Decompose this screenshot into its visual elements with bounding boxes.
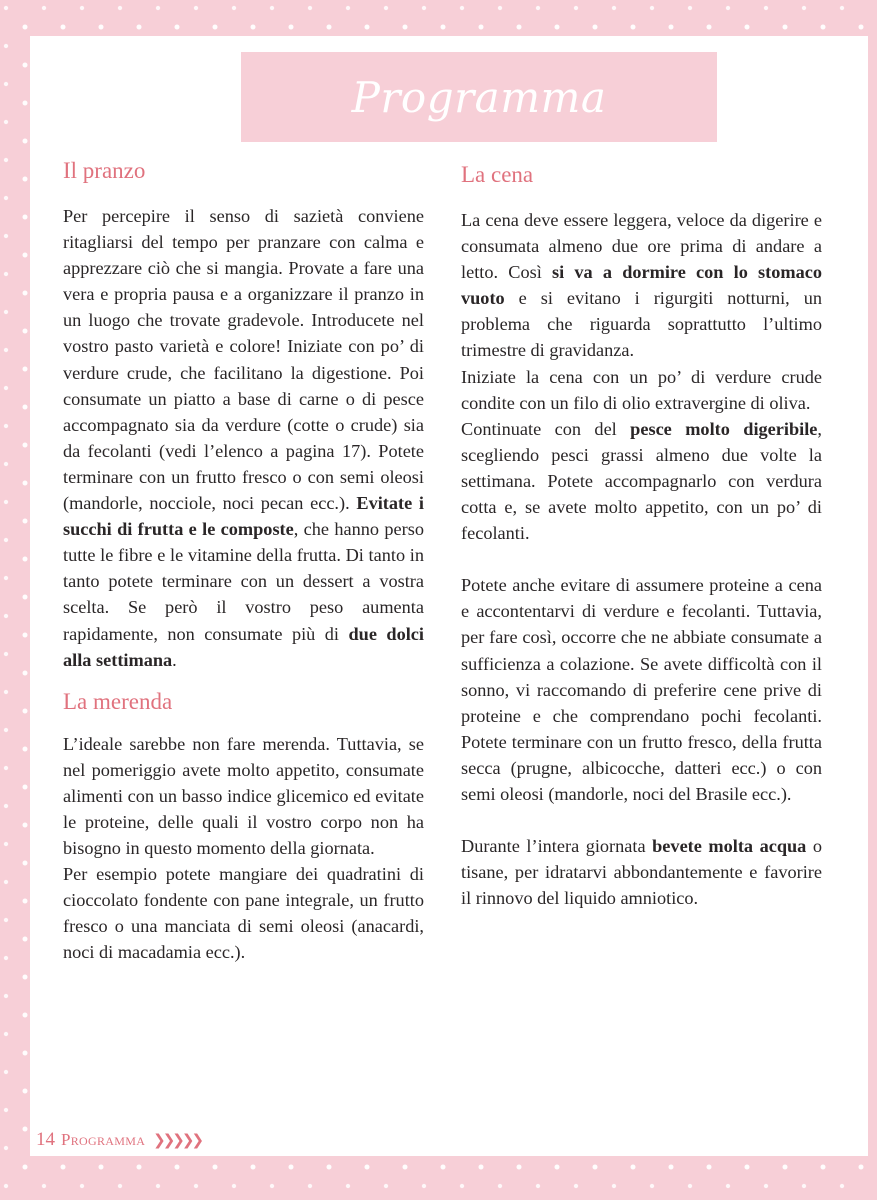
text-run: Durante l’intera giornata xyxy=(461,836,646,857)
text-run: , che hanno perso tutte le fibre e le vitamine della frutta. Di tanto in tanto potete terminare con un dessert a vostra scelta. Se però il vostro peso aumenta rapidamente, non consumate più di xyxy=(63,519,424,644)
text-run: La cena deve essere leggera, veloce da digerire e consumata almeno due ore prima di andare a letto. Così xyxy=(461,210,822,283)
heading-merenda: La merenda xyxy=(63,688,173,714)
text-run: . xyxy=(172,649,177,670)
bold-run: due dolci alla settimana xyxy=(63,623,424,670)
text-run: , scegliendo pesci grassi almeno due volte la settimana. Potete accompagnarlo con verdura cotta e, se avete molto appetito, con un po’ di fecolanti. xyxy=(461,418,822,544)
right-column xyxy=(461,162,822,911)
paragraph-pranzo xyxy=(63,203,424,673)
text-run: Per percepire il senso di sazietà conviene ritagliarsi del tempo per pranzare con calma e apprezzare ciò che si mangia. Provate a fare una vera e propria pausa e a organizzare il pranzo in un luogo che trovate gradevole. Introducete nel vostro pasto varietà e colore! Iniziate con po’ di verdure crude, che facilitano la digestione. Poi consumate un piatto a base di carne o di pesce accompagnato sia da verdure (cotte o crude) sia da fecolanti (vedi l’elenco a pagina 17). Potete terminare con un frutto fresco o con semi oleosi (mandorle, nocciole, noci pecan ecc.). xyxy=(63,206,424,514)
left-column xyxy=(63,158,424,966)
heading-cena: La cena xyxy=(461,162,534,187)
paragraph-cena-5 xyxy=(461,833,822,911)
bold-run: bevete molta acqua xyxy=(652,836,807,857)
text-run: o tisane, per idratarvi abbondantemente e favorire il rinnovo del liquido amniotico. xyxy=(461,836,822,909)
text-run: e si evitano i rigurgiti notturni, un problema che riguarda soprattutto l’ultimo trimestre di gravidanza. xyxy=(461,288,822,361)
paragraph-cena-2: Iniziate la cena con un po’ di verdure crude condite con un filo di olio extravergine di oliva. xyxy=(461,366,822,413)
paragraph-merenda-2: Per esempio potete mangiare dei quadratini di cioccolato fondente con pane integrale, un frutto fresco o una manciata di semi oleosi (anacardi, noci di macadamia ecc.). xyxy=(63,864,424,963)
chevron-right-icon: ❯❯❯❯❯ xyxy=(153,1131,202,1149)
paragraph-merenda-1: L’ideale sarebbe non fare merenda. Tuttavia, se nel pomeriggio avete molto appetito, consumate alimenti con un basso indice glicemico ed evitate le proteine, delle quali il vostro corpo non ha bisogno in questo momento della giornata. xyxy=(63,733,424,859)
bold-run: pesce molto digeribile xyxy=(630,418,818,439)
page-number: 14 xyxy=(36,1129,55,1150)
paragraph-cena-4: Potete anche evitare di assumere proteine a cena e accontentarvi di verdure e fecolanti. Tuttavia, per fare così, occorre che ne abbiate consumate a sufficienza a colazione. Se avete difficoltà con il sonno, vi raccomando di preferire cene prive di proteine e che comprendano pochi fecolanti. Potete terminare con un frutto fresco, della frutta secca (prugne, albicocche, datteri ecc.) o con semi oleosi (mandorle, noci del Brasile ecc.). xyxy=(461,575,822,804)
text-run: Continuate con del xyxy=(461,418,617,439)
page-title: Programma xyxy=(351,72,607,122)
paragraph-cena-1 xyxy=(461,207,822,364)
title-banner xyxy=(241,52,717,142)
bold-run: si va a dormire con lo stomaco vuoto xyxy=(461,262,822,309)
page-footer xyxy=(36,1129,201,1151)
heading-pranzo: Il pranzo xyxy=(63,158,146,183)
footer-section-label: Programma xyxy=(61,1130,146,1149)
paragraph-cena-3 xyxy=(461,416,822,546)
bold-run: Evitate i succhi di frutta e le composte xyxy=(63,493,424,540)
